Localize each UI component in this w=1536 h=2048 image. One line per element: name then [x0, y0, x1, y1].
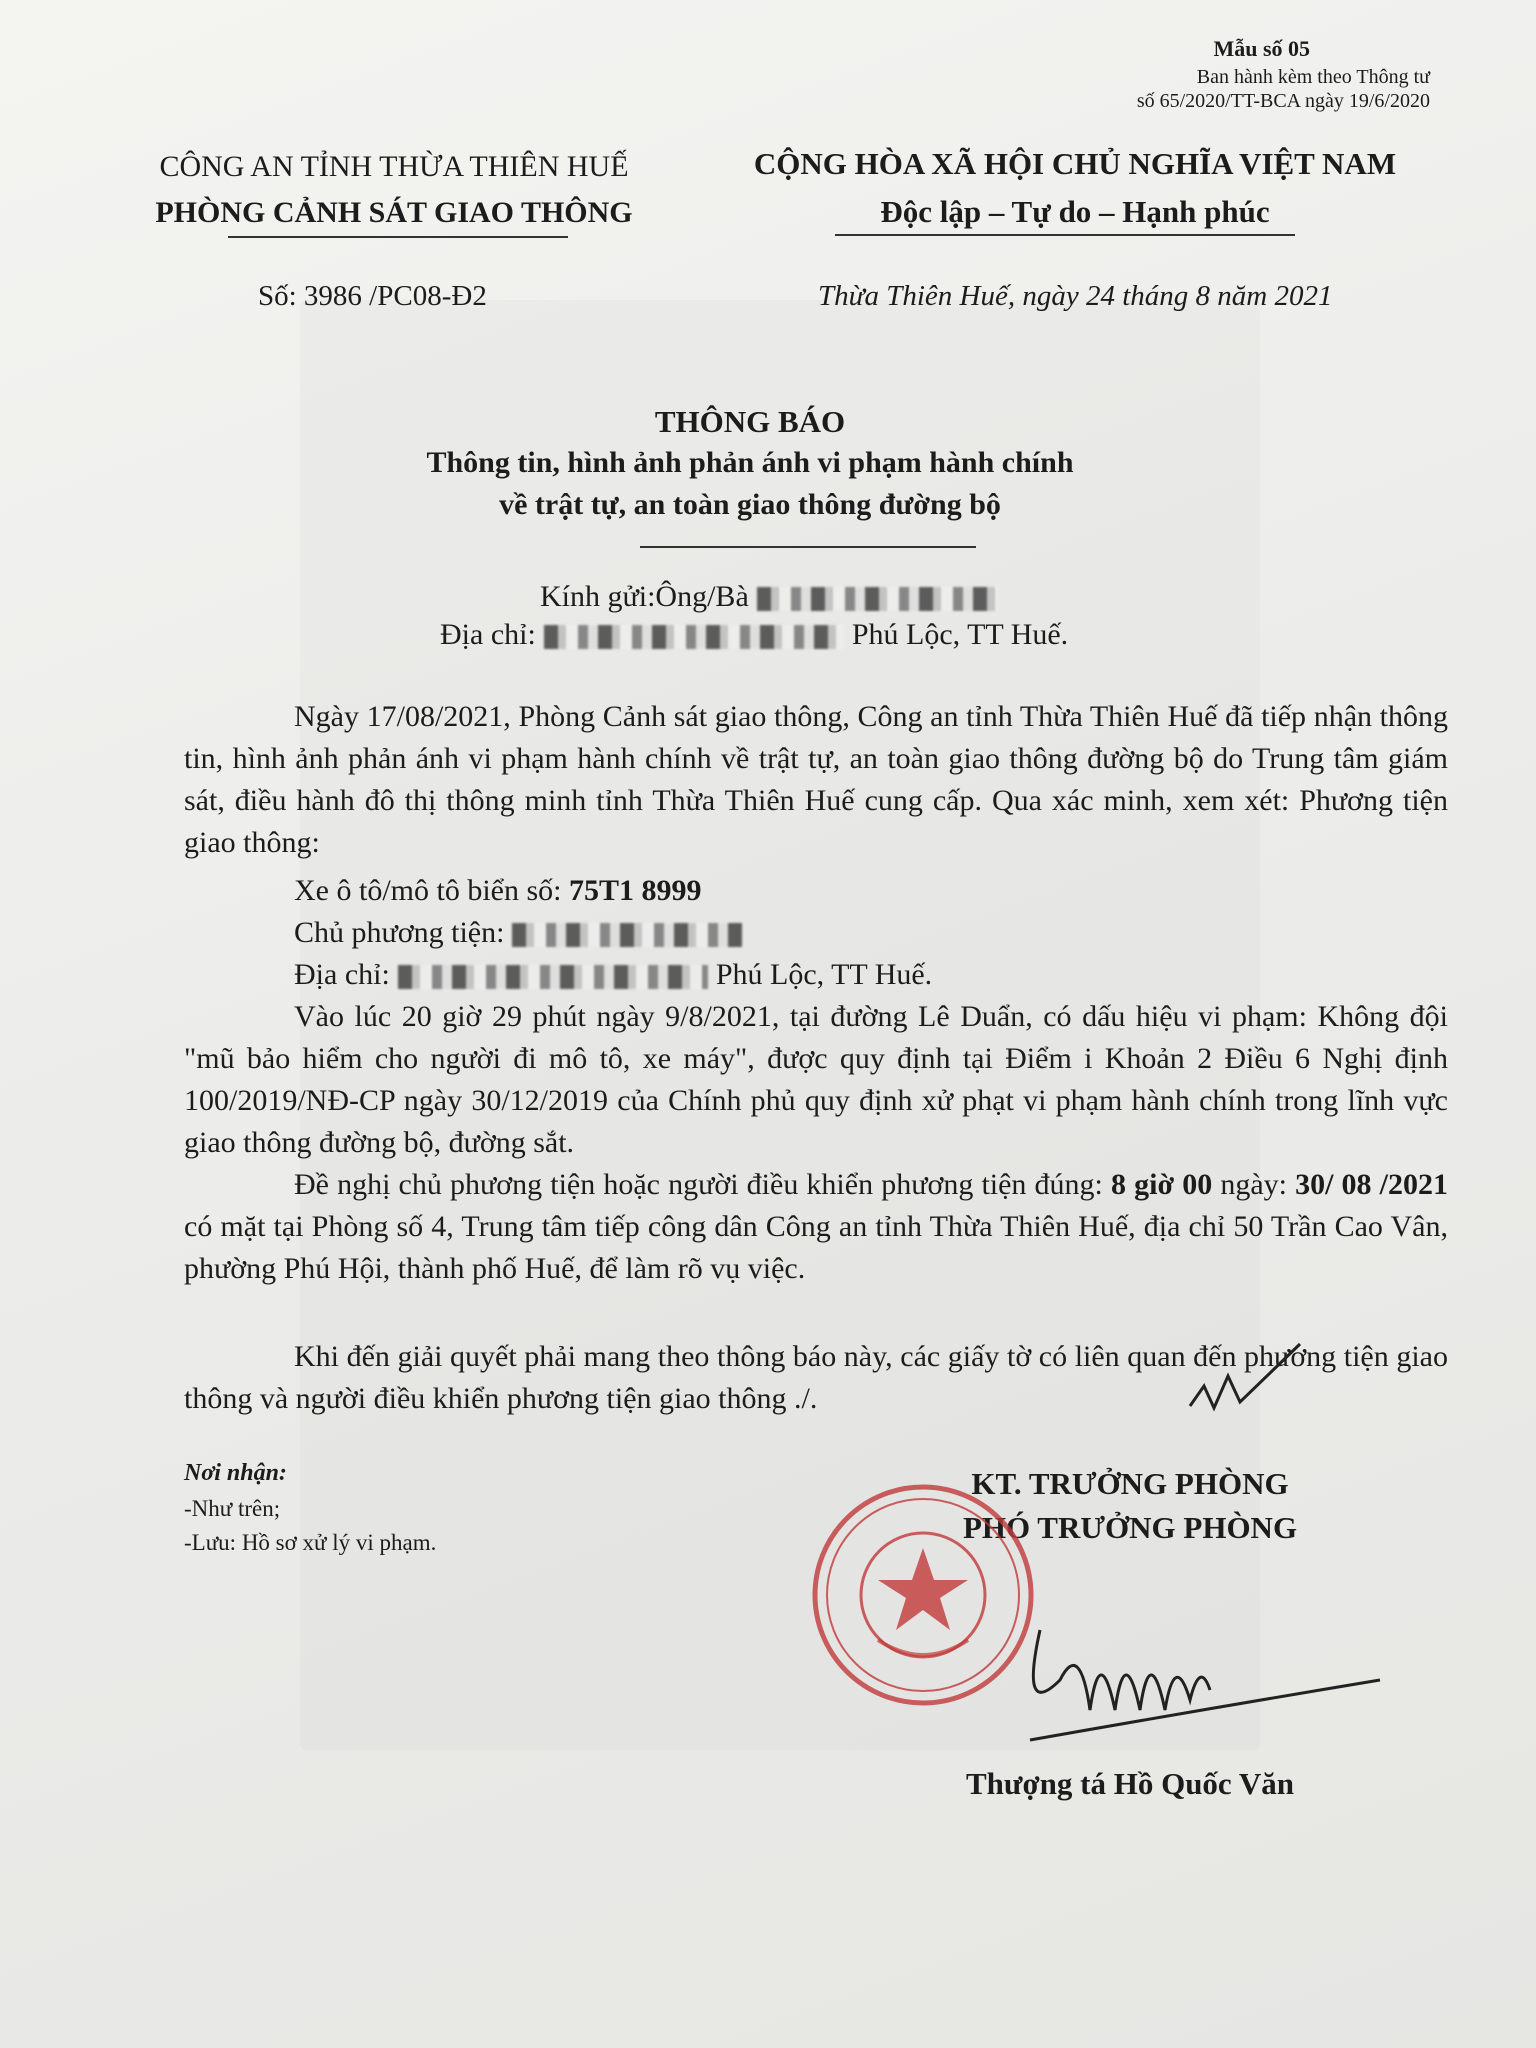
owner-line [294, 916, 750, 950]
plate-value: 75T1 8999 [568, 874, 702, 907]
document-subtitle-1: Thông tin, hình ảnh phản ánh vi phạm hành chính [426, 446, 1074, 479]
recipient-address-line [440, 618, 1068, 652]
request-post: có mặt tại Phòng số 4, Trung tâm tiếp công dân Công an tỉnh Thừa Thiên Huế, địa chỉ 50 Trần Cao Vân, phường Phú Hội, thành phố Huế, để làm rõ vụ việc. [184, 1210, 1448, 1285]
recipient-item: -Lưu: Hồ sơ xử lý vi phạm. [184, 1530, 437, 1555]
recipient-address-suffix: Phú Lộc, TT Huế. [851, 618, 1069, 651]
document-title: THÔNG BÁO [654, 404, 846, 439]
document-number: Số: 3986 /PC08-Đ2 [258, 280, 487, 312]
motto-underline [835, 234, 1295, 236]
owner-address-suffix: Phú Lộc, TT Huế. [715, 958, 933, 991]
redacted-owner-address [398, 965, 708, 989]
recipients-heading: Nơi nhận: [184, 1460, 287, 1486]
recipient-item: -Như trên; [184, 1496, 281, 1521]
nation-name: CỘNG HÒA XÃ HỘI CHỦ NGHĨA VIỆT NAM [753, 146, 1397, 181]
closing-paragraph: Khi đến giải quyết phải mang theo thông báo này, các giấy tờ có liên quan đến phương tiện giao thông và người điều khiển phương tiện giao thông ./. [184, 1340, 1448, 1415]
signer-name: Thượng tá Hồ Quốc Văn [965, 1766, 1295, 1801]
agency-parent: CÔNG AN TỈNH THỪA THIÊN HUẾ [159, 150, 629, 183]
redacted-name [757, 587, 997, 611]
form-number: Mẫu số 05 [1213, 36, 1310, 61]
request-pre: Đề nghị chủ phương tiện hoặc người điều khiển phương tiện đúng: [294, 1168, 1112, 1201]
plate-label: Xe ô tô/mô tô biển số: [294, 874, 569, 907]
owner-label: Chủ phương tiện: [294, 916, 505, 949]
request-time: 8 giờ 00 [1111, 1168, 1213, 1201]
redacted-address [544, 625, 844, 649]
recipient-label: Kính gửi:Ông/Bà [540, 580, 749, 613]
owner-address-line [294, 958, 932, 992]
owner-address-label: Địa chỉ: [294, 958, 390, 991]
form-issued-line1: Ban hành kèm theo Thông tư [1196, 66, 1430, 88]
recipient-address-label: Địa chỉ: [440, 618, 536, 651]
recipient-line [540, 580, 1005, 614]
form-issued-line2: số 65/2020/TT-BCA ngày 19/6/2020 [1136, 90, 1430, 112]
place-date: Thừa Thiên Huế, ngày 24 tháng 8 năm 2021 [818, 280, 1333, 312]
nation-motto: Độc lập – Tự do – Hạnh phúc [880, 194, 1270, 229]
document-subtitle-2: về trật tự, an toàn giao thông đường bộ [499, 488, 1001, 521]
request-paragraph [184, 1164, 1448, 1290]
handwritten-mark [1180, 1336, 1310, 1426]
title-underline [640, 546, 976, 548]
signature-title-2: PHÓ TRƯỞNG PHÒNG [962, 1510, 1298, 1545]
request-mid: ngày: [1212, 1168, 1296, 1201]
violation-paragraph: Vào lúc 20 giờ 29 phút ngày 9/8/2021, tại đường Lê Duẩn, có dấu hiệu vi phạm: Không đội "mũ bảo hiểm cho người đi mô tô, xe máy", được quy định tại Điểm i Khoản 2 Điều 6 Nghị định 100/2019/NĐ-CP ngày 30/12/2019 của Chính phủ quy định xử phạt vi phạm hành chính trong lĩnh vực giao thông đường bộ, đường sắt. [184, 1000, 1448, 1159]
signature-title-1: KT. TRƯỞNG PHÒNG [971, 1466, 1289, 1501]
agency-unit: PHÒNG CẢNH SÁT GIAO THÔNG [155, 196, 633, 229]
redacted-owner [512, 923, 742, 947]
agency-underline [228, 236, 568, 238]
handwritten-signature [1000, 1600, 1400, 1750]
intro-paragraph: Ngày 17/08/2021, Phòng Cảnh sát giao thông, Công an tỉnh Thừa Thiên Huế đã tiếp nhận thông tin, hình ảnh phản ánh vi phạm hành chính về trật tự, an toàn giao thông đường bộ do Trung tâm giám sát, điều hành đô thị thông minh tỉnh Thừa Thiên Huế cung cấp. Qua xác minh, xem xét: Phương tiện giao thông: [184, 700, 1448, 859]
request-date: 30/ 08 /2021 [1295, 1168, 1449, 1201]
plate-line [294, 874, 702, 908]
